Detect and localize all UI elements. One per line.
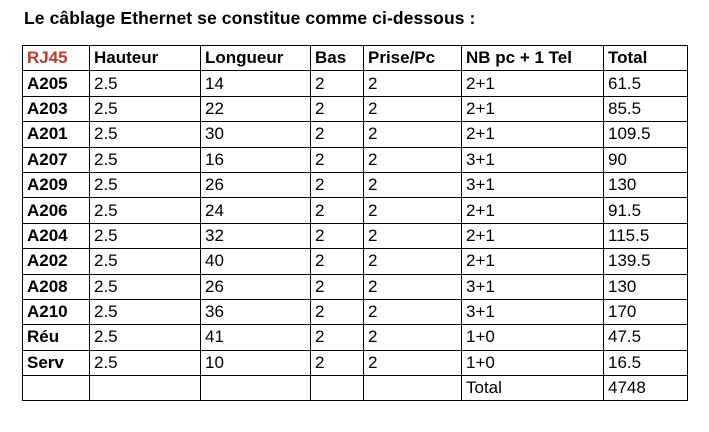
longueur-cell: 40	[201, 249, 311, 274]
nb-pc-tel-cell: 2+1	[462, 71, 604, 96]
room-cell: A208	[23, 274, 90, 299]
footer-cell	[90, 376, 201, 401]
header-bas: Bas	[311, 46, 364, 71]
hauteur-cell: 2.5	[90, 172, 201, 197]
table-row	[23, 299, 688, 324]
bas-cell: 2	[311, 299, 364, 324]
longueur-cell: 10	[201, 350, 311, 375]
nb-pc-tel-cell: 2+1	[462, 96, 604, 121]
longueur-cell: 22	[201, 96, 311, 121]
longueur-cell: 26	[201, 172, 311, 197]
table-row	[23, 122, 688, 147]
prise-pc-cell: 2	[364, 96, 462, 121]
room-cell: A209	[23, 172, 90, 197]
footer-total-label: Total	[462, 376, 604, 401]
nb-pc-tel-cell: 2+1	[462, 249, 604, 274]
table-row	[23, 325, 688, 350]
longueur-cell: 32	[201, 223, 311, 248]
hauteur-cell: 2.5	[90, 147, 201, 172]
header-nb-pc-tel: NB pc + 1 Tel	[462, 46, 604, 71]
room-cell: Réu	[23, 325, 90, 350]
hauteur-cell: 2.5	[90, 299, 201, 324]
table-row	[23, 147, 688, 172]
total-cell: 170	[604, 299, 688, 324]
bas-cell: 2	[311, 96, 364, 121]
nb-pc-tel-cell: 2+1	[462, 223, 604, 248]
table-row	[23, 172, 688, 197]
bas-cell: 2	[311, 71, 364, 96]
nb-pc-tel-cell: 3+1	[462, 172, 604, 197]
total-cell: 61.5	[604, 71, 688, 96]
longueur-cell: 14	[201, 71, 311, 96]
room-cell: A204	[23, 223, 90, 248]
room-cell: A207	[23, 147, 90, 172]
total-cell: 16.5	[604, 350, 688, 375]
nb-pc-tel-cell: 2+1	[462, 198, 604, 223]
room-cell: A206	[23, 198, 90, 223]
longueur-cell: 36	[201, 299, 311, 324]
total-cell: 115.5	[604, 223, 688, 248]
table-header-row	[23, 46, 688, 71]
header-hauteur: Hauteur	[90, 46, 201, 71]
prise-pc-cell: 2	[364, 198, 462, 223]
total-cell: 47.5	[604, 325, 688, 350]
hauteur-cell: 2.5	[90, 122, 201, 147]
bas-cell: 2	[311, 122, 364, 147]
hauteur-cell: 2.5	[90, 249, 201, 274]
prise-pc-cell: 2	[364, 223, 462, 248]
table-row	[23, 274, 688, 299]
footer-cell	[311, 376, 364, 401]
total-cell: 130	[604, 274, 688, 299]
footer-cell	[23, 376, 90, 401]
prise-pc-cell: 2	[364, 249, 462, 274]
prise-pc-cell: 2	[364, 274, 462, 299]
room-cell: A203	[23, 96, 90, 121]
nb-pc-tel-cell: 3+1	[462, 147, 604, 172]
longueur-cell: 26	[201, 274, 311, 299]
bas-cell: 2	[311, 350, 364, 375]
hauteur-cell: 2.5	[90, 71, 201, 96]
room-cell: A202	[23, 249, 90, 274]
prise-pc-cell: 2	[364, 122, 462, 147]
total-cell: 109.5	[604, 122, 688, 147]
footer-grand-total: 4748	[604, 376, 688, 401]
total-cell: 130	[604, 172, 688, 197]
room-cell: Serv	[23, 350, 90, 375]
nb-pc-tel-cell: 3+1	[462, 274, 604, 299]
hauteur-cell: 2.5	[90, 274, 201, 299]
nb-pc-tel-cell: 1+0	[462, 350, 604, 375]
total-cell: 139.5	[604, 249, 688, 274]
bas-cell: 2	[311, 325, 364, 350]
total-cell: 91.5	[604, 198, 688, 223]
hauteur-cell: 2.5	[90, 96, 201, 121]
hauteur-cell: 2.5	[90, 350, 201, 375]
longueur-cell: 30	[201, 122, 311, 147]
prise-pc-cell: 2	[364, 299, 462, 324]
header-total: Total	[604, 46, 688, 71]
hauteur-cell: 2.5	[90, 223, 201, 248]
footer-cell	[364, 376, 462, 401]
bas-cell: 2	[311, 172, 364, 197]
longueur-cell: 41	[201, 325, 311, 350]
prise-pc-cell: 2	[364, 350, 462, 375]
table-row	[23, 71, 688, 96]
nb-pc-tel-cell: 3+1	[462, 299, 604, 324]
table-row	[23, 198, 688, 223]
total-cell: 90	[604, 147, 688, 172]
longueur-cell: 24	[201, 198, 311, 223]
footer-cell	[201, 376, 311, 401]
header-longueur: Longueur	[201, 46, 311, 71]
bas-cell: 2	[311, 223, 364, 248]
prise-pc-cell: 2	[364, 71, 462, 96]
table-footer-row	[23, 376, 688, 401]
room-cell: A210	[23, 299, 90, 324]
ethernet-cabling-table	[22, 45, 688, 401]
bas-cell: 2	[311, 274, 364, 299]
nb-pc-tel-cell: 1+0	[462, 325, 604, 350]
bas-cell: 2	[311, 198, 364, 223]
header-prise-pc: Prise/Pc	[364, 46, 462, 71]
table-row	[23, 350, 688, 375]
bas-cell: 2	[311, 147, 364, 172]
bas-cell: 2	[311, 249, 364, 274]
room-cell: A201	[23, 122, 90, 147]
prise-pc-cell: 2	[364, 172, 462, 197]
table-row	[23, 96, 688, 121]
page-title: Le câblage Ethernet se constitue comme ci-dessous :	[24, 8, 476, 28]
nb-pc-tel-cell: 2+1	[462, 122, 604, 147]
longueur-cell: 16	[201, 147, 311, 172]
table-row	[23, 249, 688, 274]
prise-pc-cell: 2	[364, 325, 462, 350]
room-cell: A205	[23, 71, 90, 96]
hauteur-cell: 2.5	[90, 198, 201, 223]
total-cell: 85.5	[604, 96, 688, 121]
table-row	[23, 223, 688, 248]
prise-pc-cell: 2	[364, 147, 462, 172]
header-rj45: RJ45	[23, 46, 90, 71]
hauteur-cell: 2.5	[90, 325, 201, 350]
